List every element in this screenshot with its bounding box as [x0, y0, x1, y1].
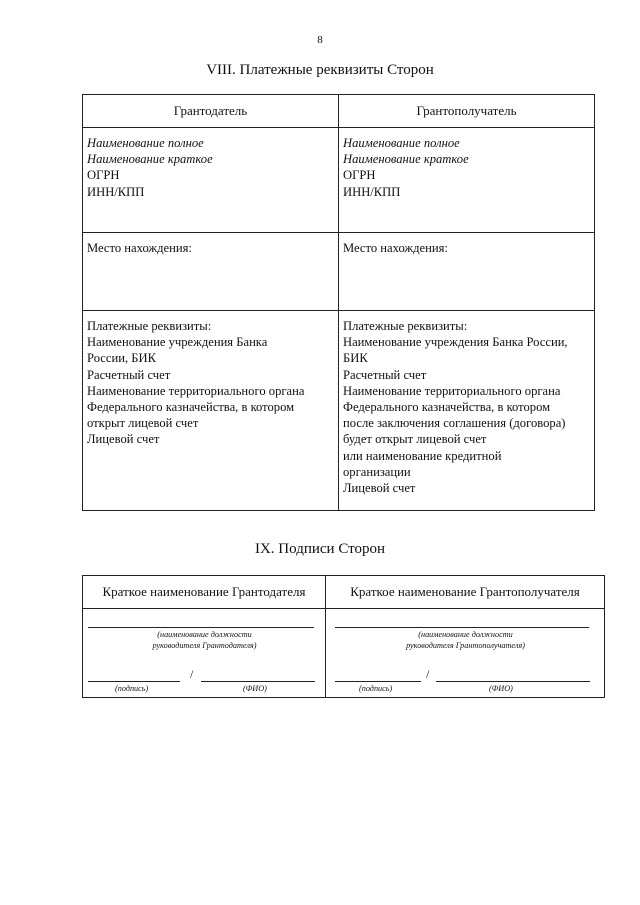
full-name-label: Наименование полное [343, 136, 460, 150]
header-grantee-short-name: Краткое наименование Грантополучателя [326, 576, 605, 609]
header-grantor: Грантодатель [83, 95, 339, 128]
name-caption: (ФИО) [243, 684, 267, 693]
grantee-identifiers [339, 128, 595, 233]
grantee-payment-details [339, 311, 595, 511]
table-header-row [83, 95, 595, 128]
payment-row [83, 311, 595, 511]
full-name-label: Наименование полное [87, 136, 204, 150]
payment-line: Лицевой счет [343, 481, 416, 496]
slash-separator: / [190, 667, 194, 681]
grantor-identifiers [83, 128, 339, 233]
position-caption-line: руководителя Грантополучателя) [406, 640, 525, 650]
grantor-payment-details [83, 311, 339, 511]
short-name-label: Наименование краткое [87, 152, 213, 167]
header-grantor-short-name: Краткое наименование Грантодателя [83, 576, 326, 609]
payment-line: БИК [343, 351, 368, 366]
section-title-payment-details: VIII. Платежные реквизиты Сторон [206, 62, 434, 78]
header-grantee: Грантополучатель [339, 95, 595, 128]
payment-line: Наименование территориального органа [343, 383, 561, 398]
ogrn-label: ОГРН [87, 168, 120, 183]
grantee-signature-block [326, 609, 605, 698]
grantor-location: Место нахождения: [83, 233, 339, 311]
page-number: 8 [317, 34, 323, 46]
ogrn-label: ОГРН [343, 168, 376, 183]
payment-line: Федерального казначейства, в котором [343, 400, 551, 415]
payment-line: Расчетный счет [343, 367, 427, 382]
payment-line: Платежные реквизиты: [343, 319, 468, 333]
position-caption [326, 630, 605, 651]
payment-line: Наименование территориального органа [87, 383, 305, 398]
signature-caption: (подпись) [115, 684, 149, 693]
name-line [201, 681, 315, 682]
signature-caption: (подпись) [359, 684, 393, 693]
inn-kpp-label: ИНН/КПП [343, 184, 401, 199]
inn-kpp-label: ИНН/КПП [87, 184, 145, 199]
payment-details-table [82, 94, 595, 511]
identifiers-row [83, 128, 595, 233]
name-line [436, 681, 590, 682]
position-caption-line: руководителя Грантодателя) [152, 640, 257, 650]
slash-separator: / [426, 667, 430, 681]
name-caption: (ФИО) [489, 684, 513, 693]
short-name-label: Наименование краткое [343, 152, 469, 167]
payment-line: Расчетный счет [87, 367, 171, 382]
position-line [88, 627, 314, 628]
position-caption-line: (наименование должности [418, 630, 513, 639]
payment-line: Наименование учреждения Банка [87, 335, 268, 350]
payment-line: или наименование кредитной [343, 448, 502, 463]
payment-line: Платежные реквизиты: [87, 319, 212, 333]
location-row [83, 233, 595, 311]
grantor-signature-block [83, 609, 326, 698]
position-caption [83, 630, 326, 651]
payment-line: России, БИК [87, 351, 156, 366]
position-line [335, 627, 589, 628]
signatures-table [82, 575, 605, 698]
payment-line: Лицевой счет [87, 432, 160, 447]
payment-line: организации [343, 464, 411, 479]
section-title-signatures: IX. Подписи Сторон [254, 541, 386, 557]
signatures-header-row [83, 576, 605, 609]
signatures-row [83, 609, 605, 698]
payment-line: открыт лицевой счет [87, 416, 199, 431]
grantee-location: Место нахождения: [339, 233, 595, 311]
signature-line [88, 681, 180, 682]
position-caption-line: (наименование должности [157, 630, 252, 639]
payment-line: Наименование учреждения Банка России, [343, 335, 568, 350]
signature-line [335, 681, 421, 682]
payment-line: будет открыт лицевой счет [343, 432, 487, 447]
payment-line: Федерального казначейства, в котором [87, 400, 295, 415]
payment-line: после заключения соглашения (договора) [343, 416, 566, 431]
